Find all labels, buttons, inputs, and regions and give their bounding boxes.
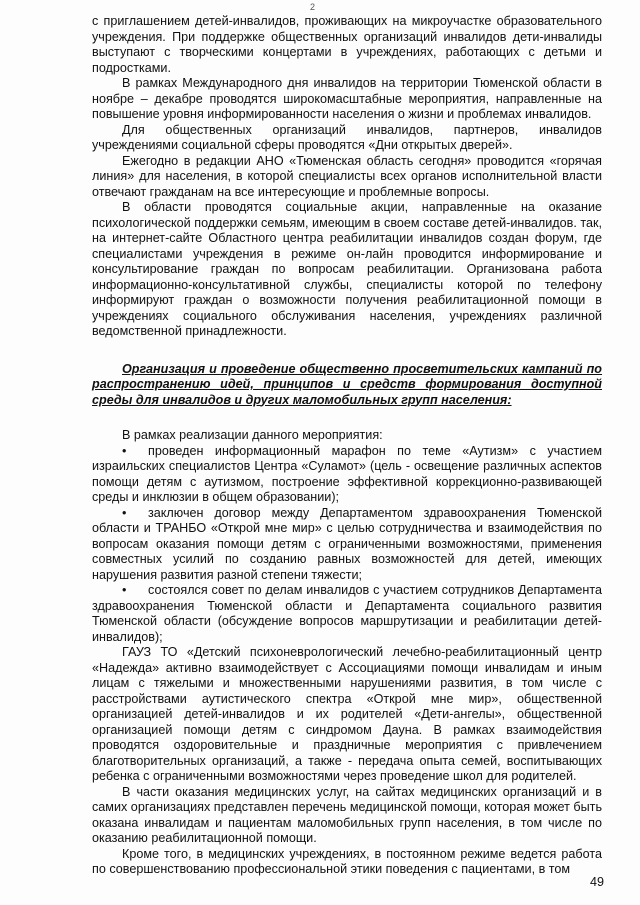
section-heading: Организация и проведение общественно просветительских кампаний по распространению идей, принципов и средств формирования доступной среды для инвалидов и других маломобильных групп населения: — [92, 361, 602, 407]
bullet-item — [92, 444, 602, 506]
bullet-item — [92, 506, 602, 584]
bullet-text: состоялся совет по делам инвалидов с участием сотрудников Департамента здравоохранения Тюменской области и Департамента социального развития Тюменской области (обсуждение вопросов маршрутизации и реабилитации детей-инвалидов); — [92, 583, 602, 644]
bullet-item — [92, 583, 602, 645]
scan-mark: 2 — [310, 2, 316, 12]
bullet-icon: • — [122, 443, 127, 458]
intro-line: В рамках реализации данного мероприятия: — [122, 428, 383, 442]
paragraph: Ежегодно в редакции АНО «Тюменская область сегодня» проводится «горячая линия» для населения, в которой специалисты всех органов исполнительной власти отвечают гражданам на все интересующие и проблемные вопросы. — [92, 153, 602, 199]
paragraph: В части оказания медицинских услуг, на сайтах медицинских организаций и в самих организациях представлен перечень медицинской помощи, которая может быть оказана инвалидам и пациентам маломобильных групп населения, в том числе по оказанию реабилитационной помощи. — [92, 784, 602, 845]
bullet-icon: • — [122, 583, 127, 597]
paragraph-continuation: с приглашением детей-инвалидов, проживающих на микроучастке образовательного учреждения. При поддержке общественных организаций инвалидов дети-инвалиды выступают с творческими концертами в учреждениях, работающих с детьми и подростками. — [92, 14, 602, 75]
bullet-icon: • — [122, 505, 127, 520]
bullet-text: проведен информационный марафон по теме «Аутизм» с участием израильских специалистов Центра «Суламот» (цель - освещение различных аспектов помощи детям с аутизмом, построение эффективной коррекционно-развивающей среды и инклюзии в общем образовании); — [92, 443, 602, 504]
paragraph: В рамках Международного дня инвалидов на территории Тюменской области в ноябре – декабре проводятся широкомасштабные мероприятия, направленные на повышение уровня информированности населения о жизни и проблемах инвалидов. — [92, 76, 602, 121]
paragraph: Кроме того, в медицинских учреждениях, в постоянном режиме ведется работа по совершенствованию профессиональной этики поведения с пациентами, в том — [92, 846, 602, 876]
paragraph: В области проводятся социальные акции, направленные на оказание психологической поддержки семьям, имеющим в своем составе детей-инвалидов. так, на интернет-сайте Областного центра реабилитации инвалидов создан форум, где специалистами учреждения в режиме он-лайн проводится информирование и консультирование граждан по вопросам реабилитации. Организована работа информационно-консультативной службы, специалисты которой по телефону информируют граждан о возможности получения реабилитационной помощи в учреждениях социального обслуживания населения, учреждениях различной ведомственной принадлежности. — [92, 200, 602, 338]
page-number: 49 — [589, 875, 604, 889]
paragraph: Для общественных организаций инвалидов, партнеров, инвалидов учреждениями социальной сферы проводятся «Дни открытых дверей». — [92, 122, 602, 152]
bullet-text: заключен договор между Департаментом здравоохранения Тюменской области и ТРАНБО «Открой мне мир» с целью сотрудничества и взаимодействия по вопросам оказания помощи детям с ограниченными возможностями, применения совместных усилий по созданию равных возможностей для детей, имеющих нарушения развития разной степени тяжести; — [92, 505, 602, 582]
paragraph: ГАУЗ ТО «Детский психоневрологический лечебно-реабилитационный центр «Надежда» активно взаимодействует с Ассоциациями помощи инвалидам и иным лицам с тяжелыми и множественными нарушениями развития, в том числе с расстройствами аутистического спектра «Открой мне мир», общественной организацией детей-инвалидов и их родителей «Дети-ангелы», общественной организацией помощи детям с синдромом Дауна. В рамках взаимодействия проводятся оздоровительные и праздничные мероприятия с привлечением благотворительных организаций, а также - передача опыта семей, воспитывающих ребенка с ограниченными возможностями через проведение школ для родителей. — [92, 645, 602, 783]
